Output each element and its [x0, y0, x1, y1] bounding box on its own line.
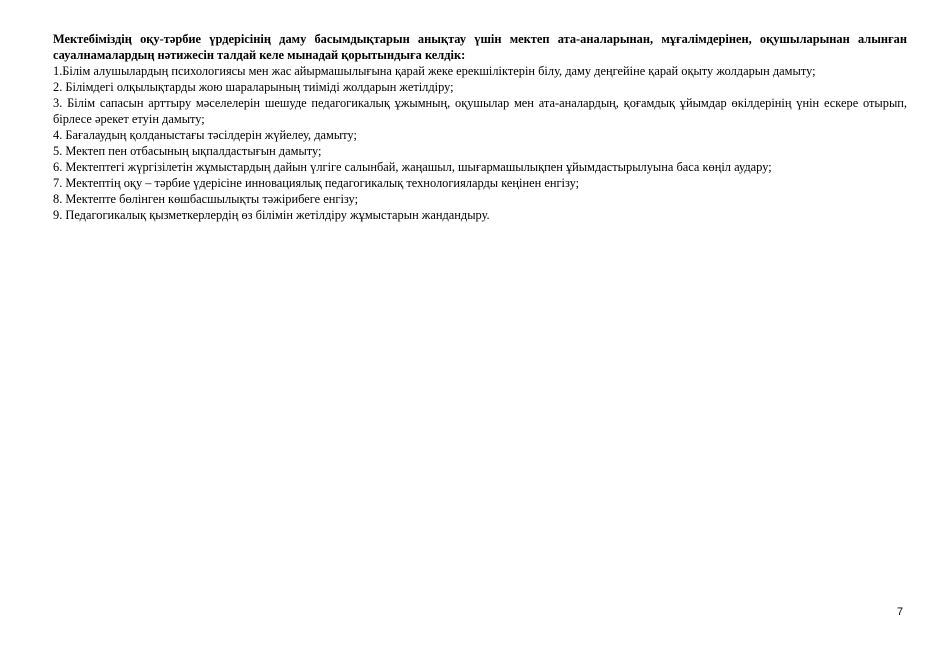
document-body	[53, 31, 907, 223]
list-item: 9. Педагогикалық қызметкерлердің өз білімін жетілдіру жұмыстарын жандандыру.	[53, 208, 490, 222]
list-item: 8. Мектепте бөлінген көшбасшылықты тәжірибеге енгізу;	[53, 192, 359, 206]
document-heading: Мектебіміздің оқу-тәрбие үрдерісінің даму басымдықтарын анықтау үшін мектеп ата-аналарынан, мұғалімдерінен, оқушыларынан алынған сауалнамалардың нәтижесін талдай келе мынадай қорытындыға келдік:	[53, 32, 907, 62]
list-item: 7. Мектептің оқу – тәрбие үдерісіне инновациялық педагогикалық технологияларды кеңінен енгізу;	[53, 176, 580, 190]
list-item: 4. Бағалаудың қолданыстағы тәсілдерін жүйелеу, дамыту;	[53, 128, 357, 142]
list-item: 1.Білім алушылардың психологиясы мен жас айырмашылығына қарай жеке ерекшіліктерін білу, даму деңгейіне қарай оқыту жолдарын дамыту;	[53, 64, 816, 78]
page-number: 7	[897, 606, 904, 618]
list-item: 5. Мектеп пен отбасының ықпалдастығын дамыту;	[53, 144, 322, 158]
list-item: 3. Білім сапасын арттыру мәселелерін шешуде педагогикалық ұжымның, оқушылар мен ата-аналардың, қоғамдық ұйымдар өкілдерінің үнін ескере отырып, бірлесе әрекет етуін дамыту;	[53, 96, 907, 126]
list-item: 6. Мектептегі жүргізілетін жұмыстардың дайын үлгіге салынбай, жаңашыл, шығармашылықпен ұйымдастырылуына баса көңіл аудару;	[53, 160, 772, 174]
conclusions-list	[53, 63, 907, 223]
list-item: 2. Білімдегі олқылықтарды жою шараларының тиімідi жолдарын жетілдіру;	[53, 80, 454, 94]
